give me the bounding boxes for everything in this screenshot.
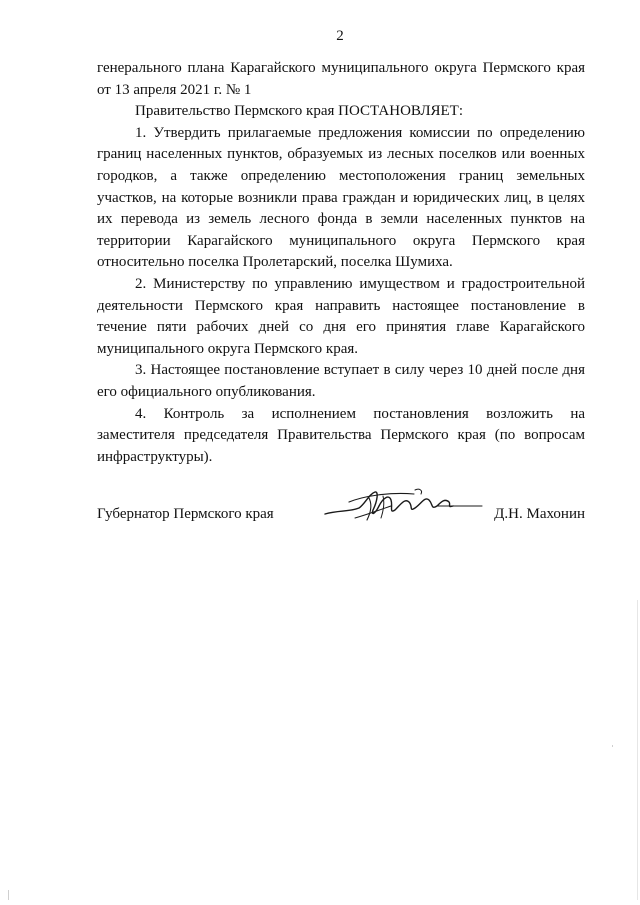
signatory-name: Д.Н. Махонин <box>494 506 585 522</box>
paragraph-continuation-line1: генерального плана Карагайского муниципального округа Пермского края <box>97 60 585 76</box>
signatory-position: Губернатор Пермского края <box>97 506 274 522</box>
clause-2: 2. Министерству по управлению имуществом и градостроительной деятельности Пермского края направить настоящее постановление в течение пяти рабочих дней со дня его принятия главе Карагайского муниципального округа Пермского края. <box>97 275 585 357</box>
handwritten-signature <box>319 484 484 526</box>
signature-block <box>97 484 585 534</box>
paragraph-continuation-line2: от 13 апреля 2021 г. № 1 <box>97 81 252 98</box>
scan-speck <box>612 745 613 747</box>
clause-4: 4. Контроль за исполнением постановления возложить на заместителя председателя Правительства Пермского края (по вопросам инфраструктуры). <box>97 405 585 465</box>
page-number: 2 <box>336 28 344 44</box>
clause-3: 3. Настоящее постановление вступает в силу через 10 дней после дня его официального опубликования. <box>97 362 585 400</box>
scan-edge-line <box>637 600 638 900</box>
clause-1: 1. Утвердить прилагаемые предложения комиссии по определению границ населенных пунктов, образуемых из лесных поселков или военных городков, а также определению местоположения границ земельных участков, на которые возникли права граждан и юридических лиц, в целях их перевода из земель лесного фонда в земли населенных пунктов на территории Карагайского муниципального округа Пермского края относительно поселка Пролетарский, поселка Шумиха. <box>97 124 585 271</box>
scan-speck <box>8 890 9 900</box>
resolution-preamble: Правительство Пермского края ПОСТАНОВЛЯЕТ: <box>135 103 464 120</box>
document-body <box>97 58 585 468</box>
